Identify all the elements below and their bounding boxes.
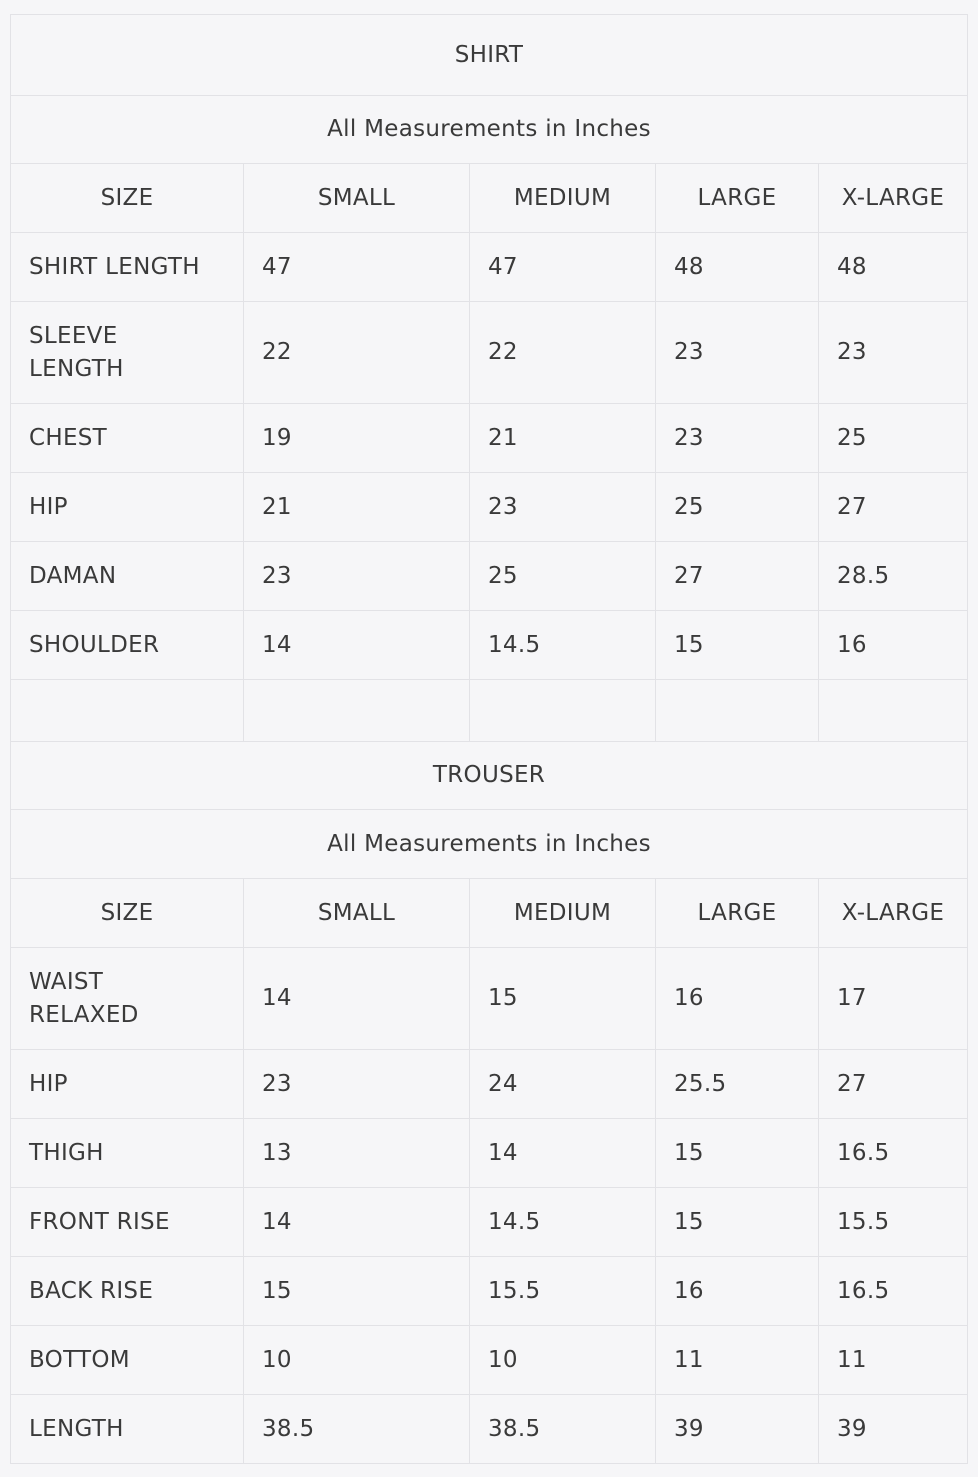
cell-xlarge: 11: [819, 1326, 968, 1395]
cell-small: 14: [244, 611, 470, 680]
cell-medium: 38.5: [470, 1395, 656, 1464]
cell-xlarge: 27: [819, 473, 968, 542]
cell-xlarge: 17: [819, 948, 968, 1050]
cell-medium: 21: [470, 404, 656, 473]
cell-xlarge: 48: [819, 233, 968, 302]
cell-large: 25.5: [656, 1050, 819, 1119]
table-row: [11, 1326, 968, 1395]
cell-large: 48: [656, 233, 819, 302]
row-label: SHIRT LENGTH: [11, 233, 244, 302]
row-label: BOTTOM: [11, 1326, 244, 1395]
cell-xlarge: 16.5: [819, 1257, 968, 1326]
cell-xlarge: 16.5: [819, 1119, 968, 1188]
cell-small: 22: [244, 302, 470, 404]
cell-large: 15: [656, 1188, 819, 1257]
cell-large: 15: [656, 611, 819, 680]
cell-medium: 23: [470, 473, 656, 542]
table-row: [11, 611, 968, 680]
cell-large: 11: [656, 1326, 819, 1395]
shirt-header-small: SMALL: [244, 164, 470, 233]
cell-medium: 22: [470, 302, 656, 404]
trouser-title-row: [11, 742, 968, 810]
size-chart-table: [10, 14, 968, 1464]
cell-xlarge: 25: [819, 404, 968, 473]
cell-large: 25: [656, 473, 819, 542]
table-row: [11, 404, 968, 473]
row-label: WAIST RELAXED: [11, 948, 244, 1050]
shirt-header-row: [11, 164, 968, 233]
empty-cell: [11, 680, 244, 742]
cell-xlarge: 23: [819, 302, 968, 404]
row-label: HIP: [11, 1050, 244, 1119]
cell-large: 39: [656, 1395, 819, 1464]
table-row: [11, 1395, 968, 1464]
cell-xlarge: 39: [819, 1395, 968, 1464]
shirt-header-size: SIZE: [11, 164, 244, 233]
shirt-title: SHIRT: [11, 15, 968, 96]
cell-medium: 14.5: [470, 611, 656, 680]
empty-cell: [656, 680, 819, 742]
cell-large: 16: [656, 948, 819, 1050]
row-label: CHEST: [11, 404, 244, 473]
empty-cell: [819, 680, 968, 742]
row-label: FRONT RISE: [11, 1188, 244, 1257]
empty-cell: [470, 680, 656, 742]
trouser-subtitle: All Measurements in Inches: [11, 810, 968, 879]
cell-small: 13: [244, 1119, 470, 1188]
trouser-title: TROUSER: [11, 742, 968, 810]
trouser-header-row: [11, 879, 968, 948]
trouser-header-medium: MEDIUM: [470, 879, 656, 948]
cell-small: 14: [244, 1188, 470, 1257]
cell-medium: 25: [470, 542, 656, 611]
trouser-header-small: SMALL: [244, 879, 470, 948]
table-row: [11, 302, 968, 404]
cell-medium: 14: [470, 1119, 656, 1188]
cell-large: 15: [656, 1119, 819, 1188]
shirt-header-xlarge: X-LARGE: [819, 164, 968, 233]
trouser-header-xlarge: X-LARGE: [819, 879, 968, 948]
table-row: [11, 233, 968, 302]
spacer-row: [11, 680, 968, 742]
cell-small: 47: [244, 233, 470, 302]
empty-cell: [244, 680, 470, 742]
cell-xlarge: 27: [819, 1050, 968, 1119]
cell-small: 23: [244, 1050, 470, 1119]
cell-medium: 14.5: [470, 1188, 656, 1257]
table-row: [11, 948, 968, 1050]
trouser-subtitle-row: [11, 810, 968, 879]
cell-xlarge: 15.5: [819, 1188, 968, 1257]
cell-large: 27: [656, 542, 819, 611]
cell-large: 16: [656, 1257, 819, 1326]
cell-medium: 47: [470, 233, 656, 302]
cell-medium: 15.5: [470, 1257, 656, 1326]
shirt-title-row: [11, 15, 968, 96]
shirt-subtitle-row: [11, 96, 968, 164]
trouser-header-large: LARGE: [656, 879, 819, 948]
table-row: [11, 542, 968, 611]
shirt-header-medium: MEDIUM: [470, 164, 656, 233]
trouser-header-size: SIZE: [11, 879, 244, 948]
cell-small: 23: [244, 542, 470, 611]
shirt-subtitle: All Measurements in Inches: [11, 96, 968, 164]
table-row: [11, 1050, 968, 1119]
row-label: THIGH: [11, 1119, 244, 1188]
cell-medium: 15: [470, 948, 656, 1050]
row-label: HIP: [11, 473, 244, 542]
cell-small: 21: [244, 473, 470, 542]
table-row: [11, 1119, 968, 1188]
cell-medium: 24: [470, 1050, 656, 1119]
cell-large: 23: [656, 404, 819, 473]
cell-medium: 10: [470, 1326, 656, 1395]
cell-large: 23: [656, 302, 819, 404]
shirt-header-large: LARGE: [656, 164, 819, 233]
table-row: [11, 473, 968, 542]
row-label: SLEEVE LENGTH: [11, 302, 244, 404]
cell-small: 19: [244, 404, 470, 473]
row-label: SHOULDER: [11, 611, 244, 680]
cell-small: 10: [244, 1326, 470, 1395]
cell-small: 15: [244, 1257, 470, 1326]
row-label: BACK RISE: [11, 1257, 244, 1326]
row-label: LENGTH: [11, 1395, 244, 1464]
table-row: [11, 1257, 968, 1326]
cell-small: 38.5: [244, 1395, 470, 1464]
cell-small: 14: [244, 948, 470, 1050]
cell-xlarge: 16: [819, 611, 968, 680]
row-label: DAMAN: [11, 542, 244, 611]
cell-xlarge: 28.5: [819, 542, 968, 611]
table-row: [11, 1188, 968, 1257]
